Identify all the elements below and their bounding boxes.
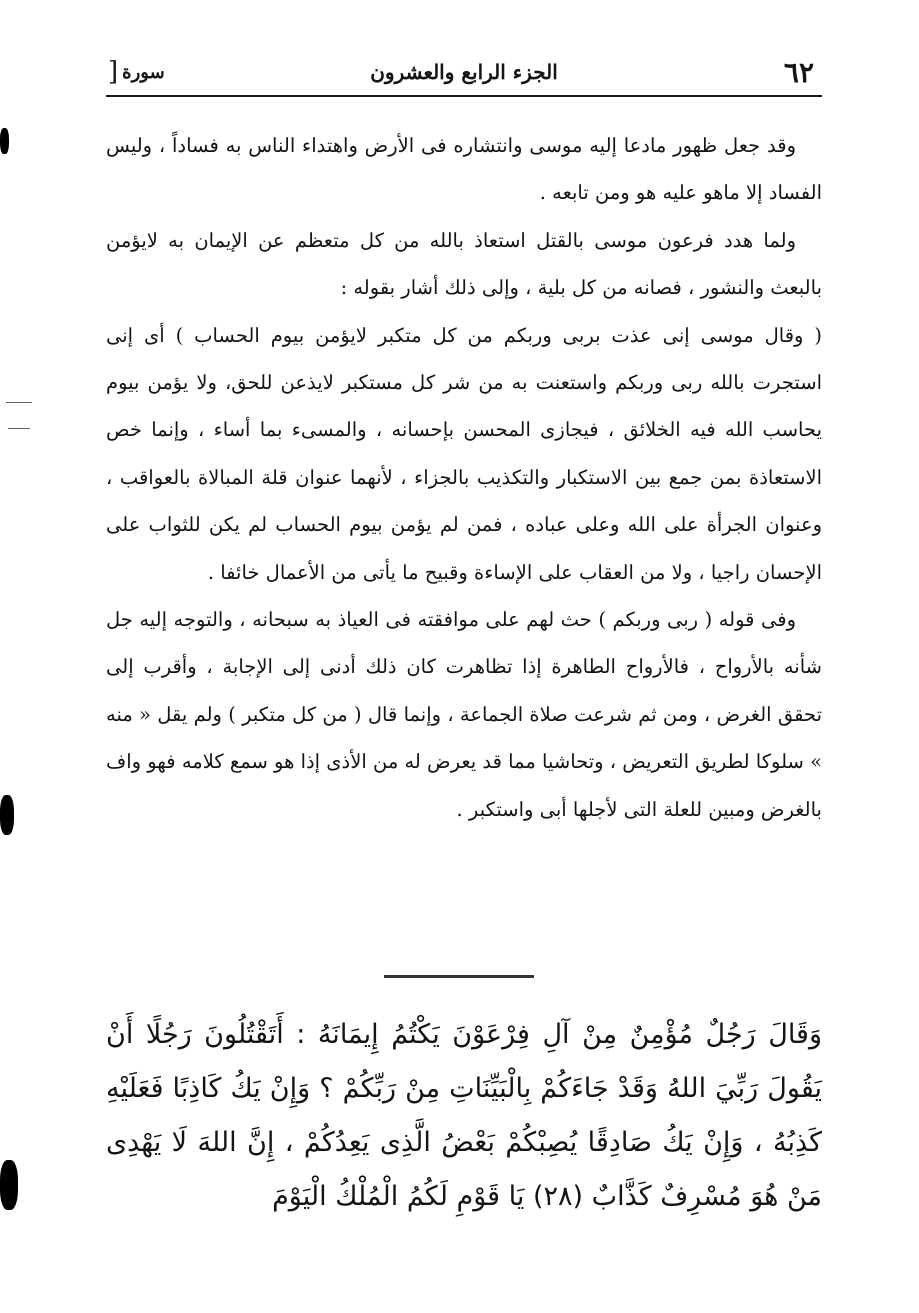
quran-verse: وَقَالَ رَجُلٌ مُؤْمِنٌ مِنْ آلِ فِرْعَوْنَ يَكْتُمُ إِيمَانَهُ : أَتَقْتُلُونَ رَجُلًا أَنْ يَقُولَ رَبِّيَ اللهُ وَقَدْ جَاءَكُمْ بِالْبَيِّنَاتِ مِنْ رَبِّكُمْ ؟ وَإِنْ يَكُ كَاذِبًا فَعَلَيْهِ كَذِبُهُ ، وَإِنْ يَكُ صَادِقًا يُصِبْكُمْ بَعْضُ الَّذِى يَعِدُكُمْ ، إِنَّ اللهَ لَا يَهْدِى مَنْ هُوَ مُسْرِفٌ كَذَّابٌ (٢٨) يَا قَوْمِ لَكُمُ الْمُلْكُ الْيَوْمَ — [106, 1019, 822, 1212]
scan-mark-middle — [0, 795, 14, 835]
page-header — [108, 52, 820, 92]
scan-mark-top — [0, 128, 9, 154]
paragraph-3: ( وقال موسى إنى عذت بربى وربكم من كل متكبر لايؤمن بيوم الحساب ) أى إنى استجرت بالله ربى وربكم واستعنت به من شر كل مستكبر لايذعن للحق، ولا يؤمن بيوم يحاسب الله فيه الخلائق ، فيجازى المحسن بإحسانه ، والمسىء بما أساء ، وإنما خص الاستعاذة بمن جمع بين الاستكبار والتكذيب بالجزاء ، لأنهما عنوان قلة المبالاة بالعواقب ، وعنوان الجرأة على الله وعلى عباده ، فمن لم يؤمن بيوم الحساب لم يكن للثواب على الإحسان راجيا ، ولا من العقاب على الإساءة وقبيح ما يأتى من الأعمال خائفا . — [106, 323, 822, 584]
running-title: الجزء الرابع والعشرون — [370, 60, 558, 84]
header-rule — [106, 95, 822, 97]
scan-tick-2 — [8, 428, 30, 429]
scan-tick-1 — [6, 402, 32, 403]
surah-label — [108, 57, 165, 87]
commentary-text — [106, 122, 822, 833]
paragraph-1: وقد جعل ظهور مادعا إليه موسى وانتشاره فى الأرض واهتداء الناس به فساداً ، وليس الفساد إلا ماهو عليه هو ومن تابعه . — [106, 134, 822, 205]
section-separator — [384, 975, 534, 978]
surah-bracket: [ — [108, 57, 119, 87]
paragraph-4: وفى قوله ( ربى وربكم ) حث لهم على موافقته فى العياذ به سبحانه ، والتوجه إليه جل شأنه بالأرواح ، فالأرواح الطاهرة إذا تظاهرت كان ذلك أدنى إلى الإجابة ، وأقرب إلى تحقق الغرض ، ومن ثم شرعت صلاة الجماعة ، وإنما قال ( من كل متكبر ) ولم يقل « منه » سلوكا لطريق التعريض ، وتحاشيا مما قد يعرض له من الأذى إذا هو سمع كلامه فهو واف بالغرض ومبين للعلة التى لأجلها أبى واستكبر . — [105, 608, 822, 821]
scan-mark-bottom — [0, 1160, 18, 1210]
surah-word: سورة — [122, 61, 165, 83]
page-number: ٦٢ — [783, 55, 814, 89]
paragraph-2: ولما هدد فرعون موسى بالقتل استعاذ بالله من كل متعظم عن الإيمان به لايؤمن بالبعث والنشور ، فصانه من كل بلية ، وإلى ذلك أشار بقوله : — [106, 228, 822, 300]
